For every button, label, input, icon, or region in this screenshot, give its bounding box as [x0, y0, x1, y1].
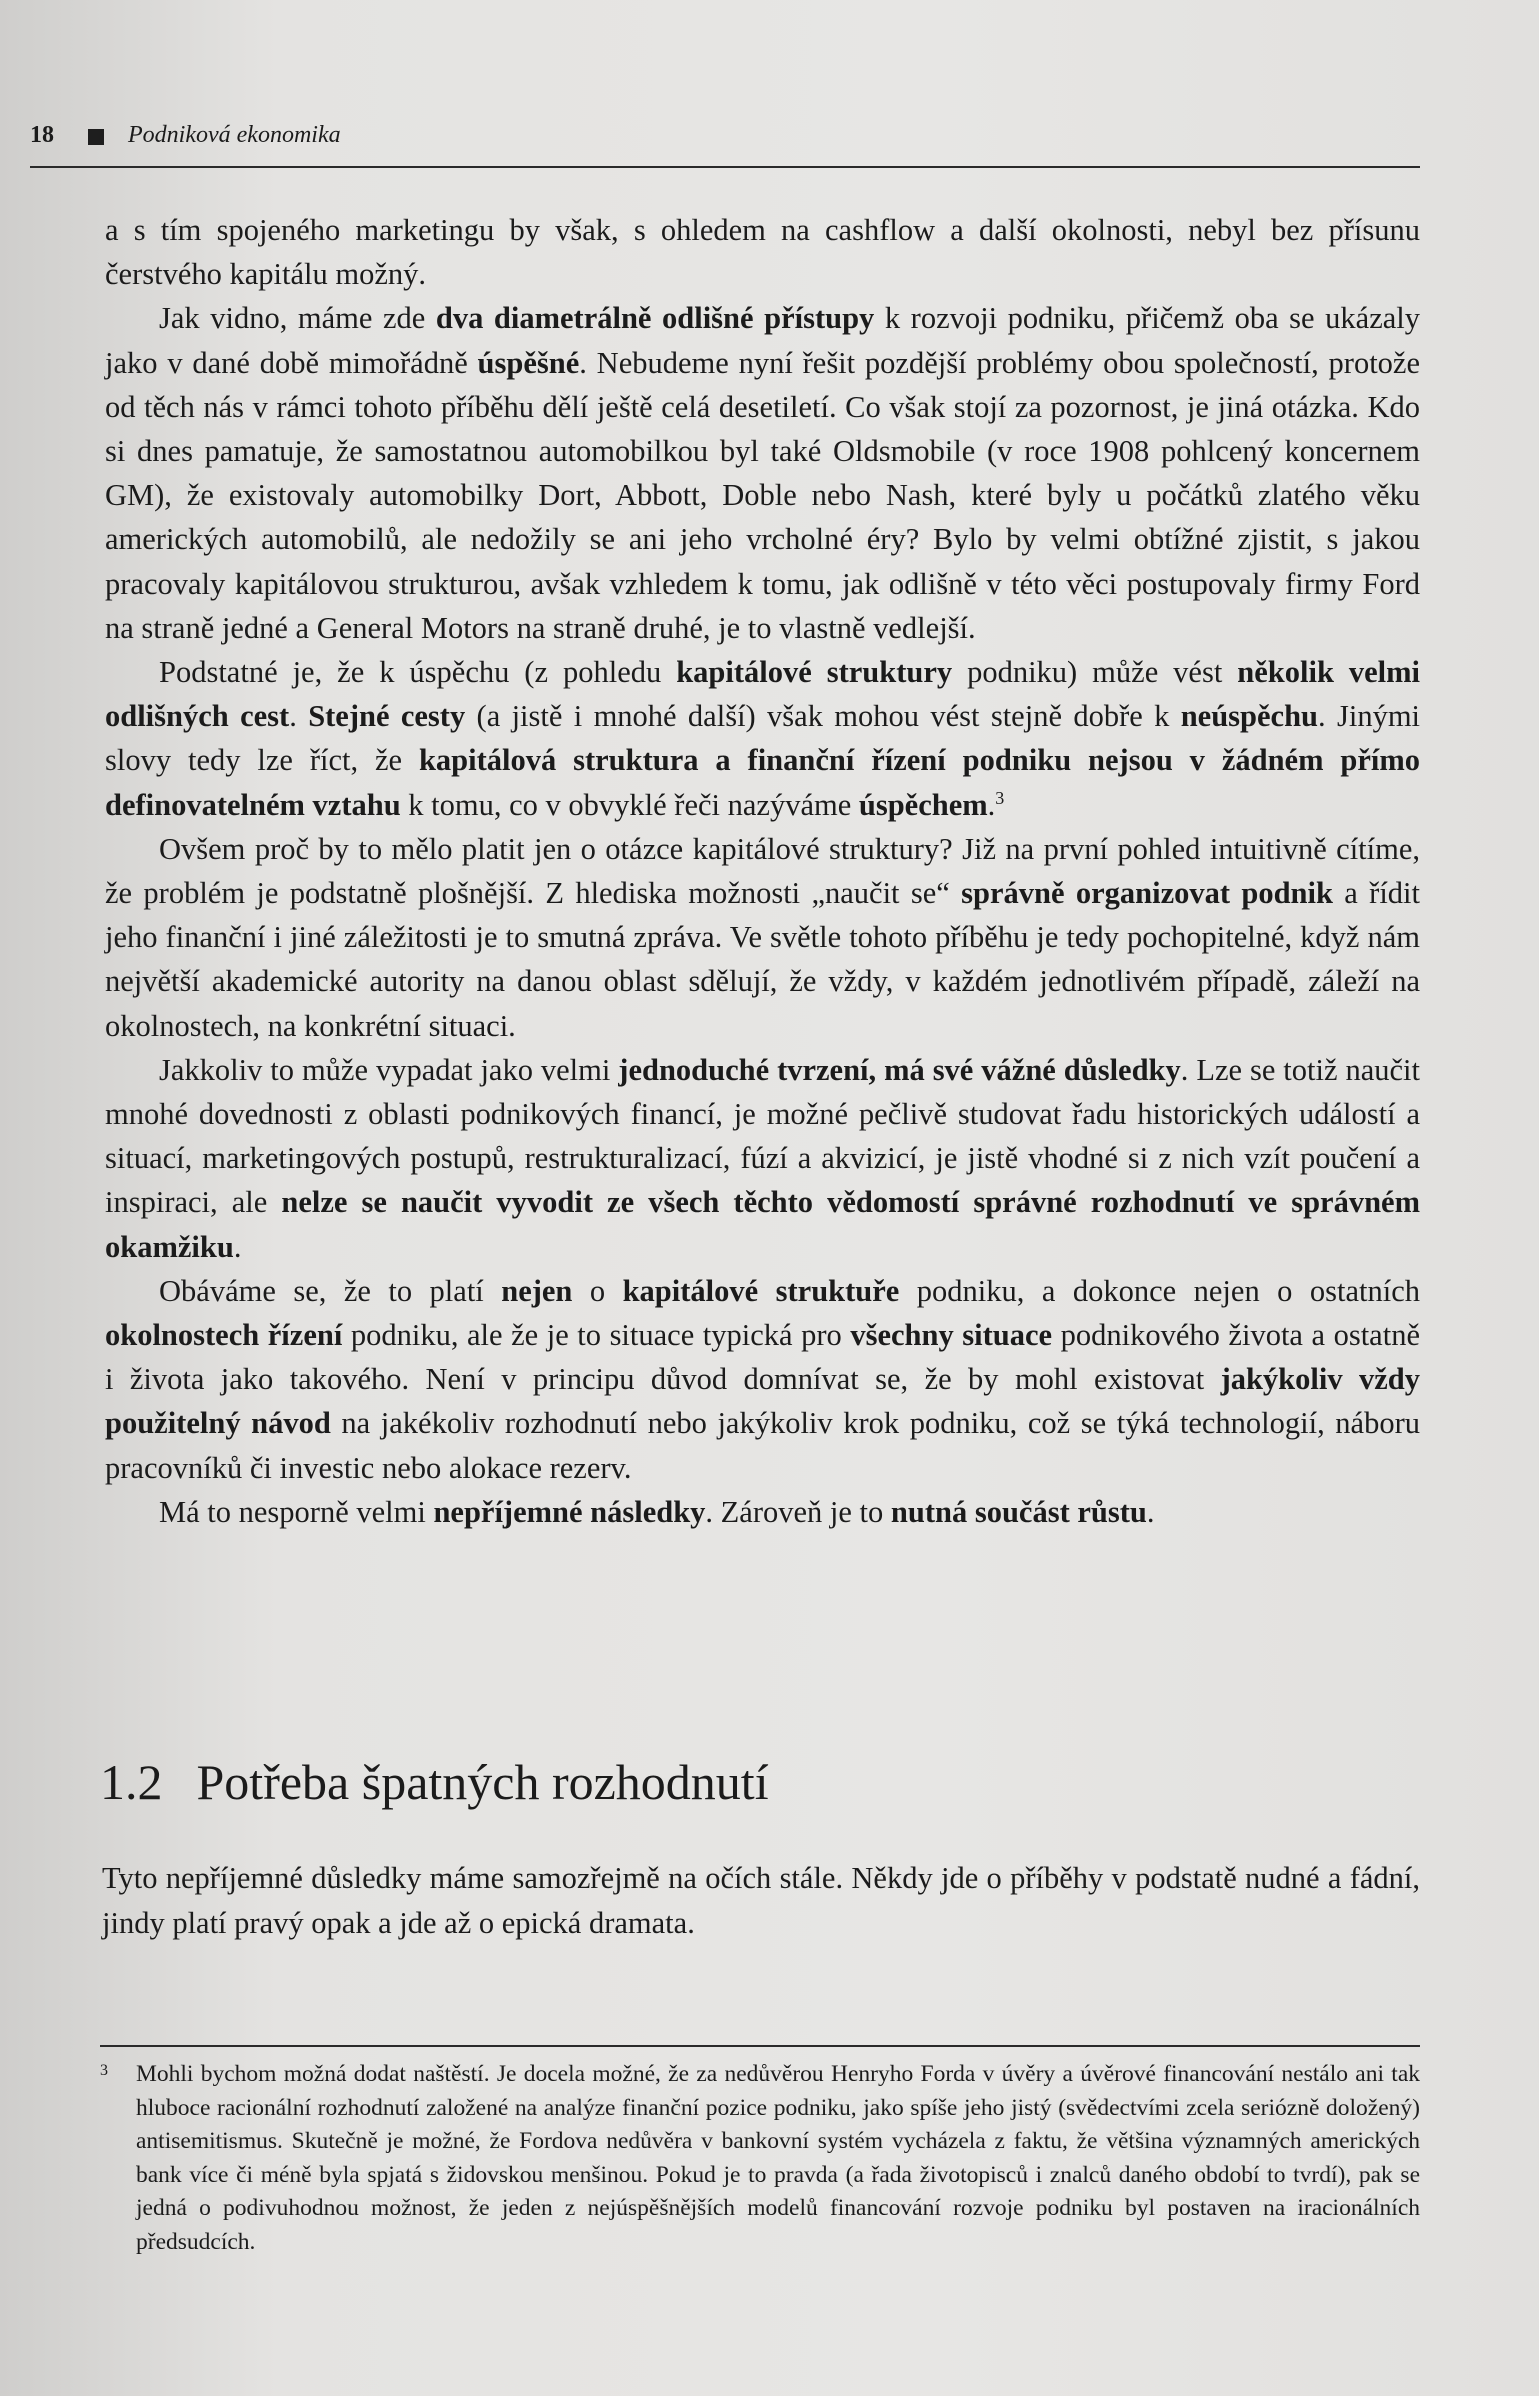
footnote — [100, 2058, 1420, 2260]
emphasis-bold: nejen — [501, 1273, 573, 1308]
footnote-reference: 3 — [995, 787, 1005, 808]
section-intro — [102, 1856, 1420, 1946]
paragraph: Jak vidno, máme zde dva diametrálně odlišné přístupy k rozvoji podniku, přičemž oba se ukázaly jako v dané době mimořádně úspěšné. Nebudeme nyní řešit pozdější problémy obou společností, protože od těch nás v rámci tohoto příběhu dělí ještě celá desetiletí. Co však stojí za pozornost, je jiná otázka. Kdo si dnes pamatuje, že samostatnou automobilkou byl také Oldsmobile (v roce 1908 pohlcený koncernem GM), že existovaly automobilky Dort, Abbott, Doble nebo Nash, které byly u počátků zlatého věku amerických automobilů, ale nedožily se ani jeho vrcholné éry? Bylo by velmi obtížné zjistit, s jakou pracovaly kapitálovou strukturou, avšak vzhledem k tomu, jak odlišně v této věci postupovaly firmy Ford na straně jedné a General Motors na straně druhé, je to vlastně vedlejší. — [105, 301, 1420, 645]
emphasis-bold: kapitálová struktura a finanční řízení podniku nejsou v žádném přímo definovatelném vztahu — [105, 743, 1420, 822]
footnote-text: Mohli bychom možná dodat naštěstí. Je docela možné, že za nedůvěrou Henryho Forda v úvěry a úvěrové financování nestálo ani tak hluboce racionální rozhodnutí založené na analýze finanční pozice podniku, jako spíše jeho jistý (svědectvími zcela seriózně doložený) antisemitismus. Skutečně je možné, že Fordova nedůvěra v bankovní systém vycházela z faktu, že většina významných amerických bank více či méně byla spjatá s židovskou menšinou. Pokud je to pravda (a řada životopisců i znalců daného období to tvrdí), pak se jedná o podivuhodnou možnost, že jeden z nejúspěšnějších modelů financování rozvoje podniku byl postaven na iracionálních předsudcích. — [136, 2061, 1420, 2255]
footnote-divider — [100, 2045, 1420, 2047]
emphasis-bold: jednoduché tvrzení, má své vážné důsledky — [618, 1052, 1181, 1087]
paragraph: Jakkoliv to může vypadat jako velmi jednoduché tvrzení, má své vážné důsledky. Lze se totiž naučit mnohé dovednosti z oblasti podnikových financí, je možné pečlivě studovat řadu historických událostí a situací, marketingových postupů, restrukturalizací, fúzí a akvizicí, je jistě vhodné si z nich vzít poučení a inspiraci, ale nelze se naučit vyvodit ze všech těchto vědomostí správné rozhodnutí ve správném okamžiku. — [105, 1052, 1420, 1264]
emphasis-bold: jakýkoliv vždy použitelný návod — [105, 1362, 1420, 1441]
emphasis-bold: neúspěchu — [1180, 699, 1319, 734]
emphasis-bold: nutná součást růstu — [890, 1494, 1147, 1529]
paragraph: Má to nesporně velmi nepříjemné následky. Zároveň je to nutná součást růstu. — [159, 1494, 1155, 1529]
paragraph: Ovšem proč by to mělo platit jen o otázce kapitálové struktury? Již na první pohled intuitivně cítíme, že problém je podstatně plošnější. Z hlediska možnosti „naučit se“ správně organizovat podnik a řídit jeho finanční i jiné záležitosti je to smutná zpráva. Ve světle tohoto příběhu je tedy pochopitelné, když nám největší akademické autority na danou oblast sdělují, že vždy, v každém jednotlivém případě, záleží na okolnostech, na konkrétní situaci. — [105, 831, 1420, 1043]
body-text — [105, 208, 1420, 1534]
emphasis-bold: úspěchem — [858, 787, 988, 822]
section-title: Potřeba špatných rozhodnutí — [196, 1754, 769, 1810]
emphasis-bold: správně organizovat podnik — [961, 876, 1333, 911]
emphasis-bold: nepříjemné následky — [433, 1494, 706, 1529]
square-bullet-icon — [88, 129, 104, 145]
emphasis-bold: všechny situace — [850, 1318, 1053, 1353]
page-number: 18 — [30, 122, 54, 148]
section-heading — [100, 1752, 769, 1812]
running-header — [30, 118, 1420, 168]
emphasis-bold: nelze se naučit vyvodit ze všech těchto vědomostí správné rozhodnutí ve správném okamžiku — [105, 1185, 1420, 1264]
emphasis-bold: dva diametrálně odlišné přístupy — [435, 301, 875, 336]
section-number: 1.2 — [100, 1754, 163, 1810]
emphasis-bold: Stejné cesty — [308, 699, 466, 734]
emphasis-bold: kapitálové struktuře — [622, 1273, 900, 1308]
book-title: Podniková ekonomika — [128, 122, 341, 148]
paragraph: Podstatné je, že k úspěchu (z pohledu kapitálové struktury podniku) může vést několik velmi odlišných cest. Stejné cesty (a jistě i mnohé další) však mohou vést stejně dobře k neúspěchu. Jinými slovy tedy lze říct, že kapitálová struktura a finanční řízení podniku nejsou v žádném přímo definovatelném vztahu k tomu, co v obvyklé řeči nazýváme úspěchem.$^3$ — [105, 655, 1421, 822]
emphasis-bold: několik velmi odlišných cest — [105, 655, 1421, 734]
paragraph: Obáváme se, že to platí nejen o kapitálové struktuře podniku, a dokonce nejen o ostatních okolnostech řízení podniku, ale že je to situace typická pro všechny situace podnikového života a ostatně i života jako takového. Není v principu důvod domnívat se, že by mohl existovat jakýkoliv vždy použitelný návod na jakékoliv rozhodnutí nebo jakýkoliv krok podniku, což se týká technologií, náboru pracovníků či investic nebo alokace rezerv. — [105, 1273, 1420, 1485]
paragraph: Tyto nepříjemné důsledky máme samozřejmě na očích stále. Někdy jde o příběhy v podstatě nudné a fádní, jindy platí pravý opak a jde až o epická dramata. — [102, 1861, 1420, 1940]
emphasis-bold: okolnostech řízení — [105, 1318, 343, 1353]
emphasis-bold: úspěšné — [477, 345, 580, 380]
footnote-mark: 3 — [100, 2062, 108, 2079]
paragraph: a s tím spojeného marketingu by však, s ohledem na cashflow a další okolnosti, nebyl bez přísunu čerstvého kapitálu možný. — [105, 213, 1420, 292]
emphasis-bold: kapitálové struktury — [676, 655, 953, 690]
